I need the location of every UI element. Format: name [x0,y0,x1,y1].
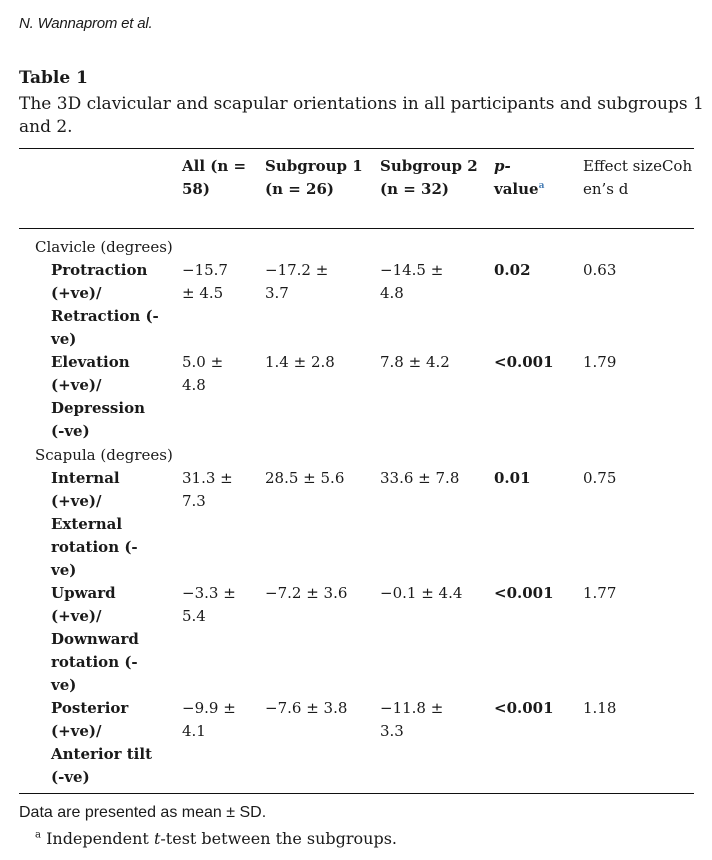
cell-subgroup-2: 7.8 ± 4.2 [380,353,450,371]
header-subgroup-2: Subgroup 2 (n = 32) [380,157,478,198]
header-p-text: p- [494,157,511,175]
cell-effect-size: 1.77 [583,584,617,602]
header-p-value [494,155,564,201]
cell-effect-size: 0.63 [583,261,617,279]
cell-subgroup-1: 1.4 ± 2.8 [265,353,335,371]
table-header-rule [19,228,694,229]
header-p-tail: value [494,180,539,198]
cell-p-value: <0.001 [494,584,554,602]
cell-p-value: <0.001 [494,699,554,717]
footnote-ref-a[interactable]: a [538,181,545,191]
cell-all: −9.9 ± 4.1 [182,699,236,740]
footnote-a [35,829,397,848]
header-subgroup-1: Subgroup 1 (n = 26) [265,157,363,198]
table-note: Data are presented as mean ± SD. [19,804,267,821]
cell-effect-size: 0.75 [583,469,617,487]
table-top-rule [19,148,694,149]
row-label-posterior-tilt: Posterior (+ve)/ Anterior tilt (-ve) [51,699,153,786]
row-label-protraction: Protraction (+ve)/ Retraction (-ve) [51,261,159,348]
table-bottom-rule [19,793,694,794]
section-scapula: Scapula (degrees) [35,446,173,464]
row-label-upward-rotation: Upward (+ve)/ Downward rotation (-ve) [51,584,139,694]
cell-all: −15.7 ± 4.5 [182,261,228,302]
row-label-internal-rotation: Internal (+ve)/ External rotation (-ve) [51,469,138,579]
running-head: N. Wannaprom et al. [19,15,153,32]
section-clavicle: Clavicle (degrees) [35,238,173,256]
footnote-text-t: t [153,829,161,848]
cell-p-value: <0.001 [494,353,554,371]
footnote-mark: a [35,829,41,841]
footnote-text-pre: Independent [46,829,154,848]
row-label-elevation: Elevation (+ve)/ Depression (-ve) [51,353,145,440]
cell-effect-size: 1.18 [583,699,617,717]
header-effect-size: Effect sizeCohen’s d [583,157,693,198]
header-all: All (n = 58) [182,157,247,198]
table-caption: The 3D clavicular and scapular orientations in all participants and subgroups 1 and 2. [19,94,704,137]
cell-effect-size: 1.79 [583,353,617,371]
cell-subgroup-2: −14.5 ± 4.8 [380,261,444,302]
cell-p-value: 0.01 [494,469,531,487]
cell-subgroup-1: −17.2 ± 3.7 [265,261,329,302]
cell-subgroup-2: −0.1 ± 4.4 [380,584,463,602]
table-label: Table 1 [19,68,88,88]
cell-all: 5.0 ± 4.8 [182,353,224,394]
cell-all: 31.3 ± 7.3 [182,469,233,510]
cell-subgroup-1: 28.5 ± 5.6 [265,469,345,487]
cell-p-value: 0.02 [494,261,531,279]
cell-subgroup-2: 33.6 ± 7.8 [380,469,460,487]
footnote-text-post: -test between the subgroups. [160,829,397,848]
cell-subgroup-2: −11.8 ± 3.3 [380,699,444,740]
cell-subgroup-1: −7.2 ± 3.6 [265,584,348,602]
cell-subgroup-1: −7.6 ± 3.8 [265,699,348,717]
cell-all: −3.3 ± 5.4 [182,584,236,625]
